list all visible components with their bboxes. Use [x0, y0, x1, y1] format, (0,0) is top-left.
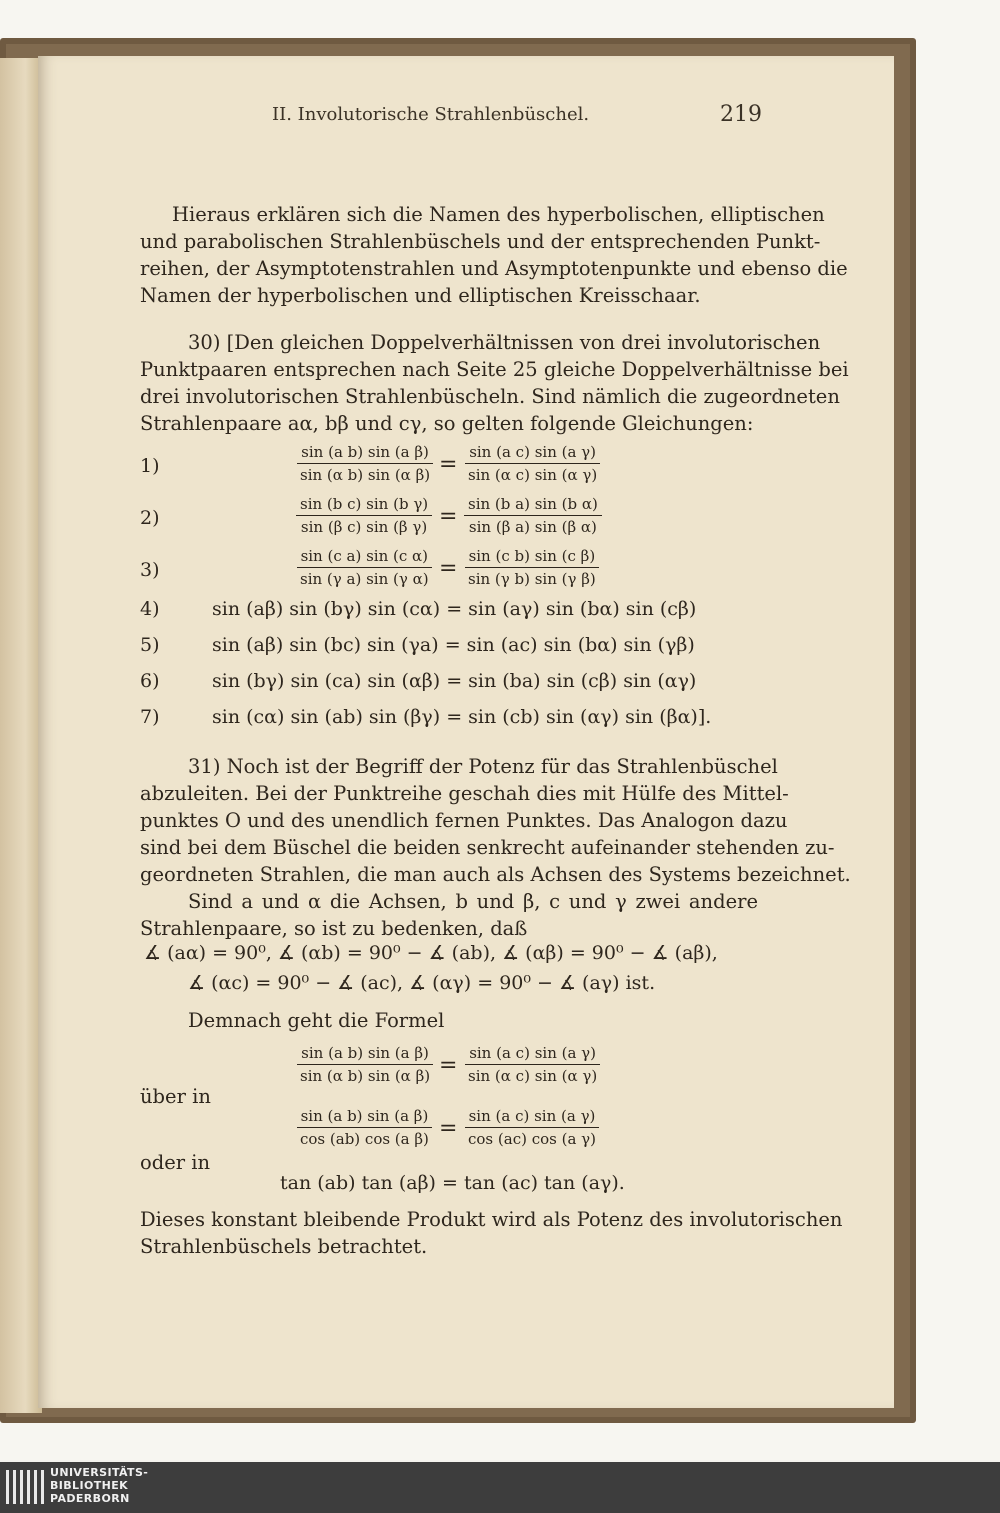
- text-line: Strahlenpaare, so ist zu bedenken, daß: [140, 917, 528, 940]
- denominator: cos (ac) cos (a γ): [468, 1130, 596, 1148]
- denominator: sin (β c) sin (β γ): [300, 518, 428, 536]
- text-line: 30) [Den gleichen Doppelverhältnissen von drei involutorischen: [188, 331, 821, 354]
- angle-equation: ∡ (αc) = 90⁰ − ∡ (ac), ∡ (αγ) = 90⁰ − ∡ (aγ) ist.: [188, 972, 656, 994]
- numerator: sin (b c) sin (b γ): [296, 493, 432, 516]
- text-line: punktes O und des unendlich fernen Punktes. Das Analogon dazu: [140, 809, 788, 832]
- equals-sign: =: [439, 1053, 458, 1078]
- library-footer-bar: [0, 1462, 1000, 1513]
- fraction-right: [464, 441, 601, 486]
- page-number: 219: [720, 102, 762, 127]
- equation-label: 5): [140, 634, 160, 656]
- text-line: Hieraus erklären sich die Namen des hyperbolischen, elliptischen: [172, 203, 825, 226]
- fraction-left: [296, 1042, 434, 1087]
- numerator: sin (c b) sin (c β): [465, 545, 600, 568]
- equals-sign: =: [439, 504, 458, 529]
- fraction-left: [296, 493, 432, 538]
- fraction-right: [464, 1042, 601, 1087]
- denominator: cos (ab) cos (a β): [300, 1130, 429, 1148]
- text-line: abzuleiten. Bei der Punktreihe geschah dies mit Hülfe des Mittel-: [140, 782, 789, 805]
- library-logo-icon: [6, 1468, 46, 1508]
- equation-label: 7): [140, 706, 160, 728]
- text-line: Namen der hyperbolischen und elliptischen Kreisschaar.: [140, 284, 701, 307]
- text-line: Strahlenpaare aα, bβ und cγ, so gelten folgende Gleichungen:: [140, 412, 754, 435]
- fraction-left: [296, 545, 433, 590]
- text-line: drei involutorischen Strahlenbüscheln. Sind nämlich die zugeordneten: [140, 385, 840, 408]
- fraction-right: [464, 1105, 600, 1150]
- text-line: Punktpaaren entsprechen nach Seite 25 gleiche Doppelverhältnisse bei: [140, 358, 849, 381]
- equals-sign: =: [439, 1116, 458, 1141]
- equals-sign: =: [439, 556, 458, 581]
- equation-label: 2): [140, 507, 160, 529]
- numerator: sin (a b) sin (a β): [297, 1105, 433, 1128]
- text-line: sind bei dem Büschel die beiden senkrecht aufeinander stehenden zu-: [140, 836, 835, 859]
- denominator: sin (γ a) sin (γ α): [300, 570, 429, 588]
- equation-label: 6): [140, 670, 160, 692]
- numerator: sin (a c) sin (a γ): [465, 441, 600, 464]
- equation-label: 4): [140, 598, 160, 620]
- numerator: sin (a c) sin (a γ): [465, 1042, 600, 1065]
- denominator: sin (α c) sin (α γ): [468, 1067, 598, 1085]
- text-line: Dieses konstant bleibende Produkt wird als Potenz des involutorischen: [140, 1208, 843, 1231]
- equation-text: sin (aβ) sin (bγ) sin (cα) = sin (aγ) sin (bα) sin (cβ): [212, 598, 697, 620]
- numerator: sin (b a) sin (b α): [464, 493, 602, 516]
- denominator: sin (α b) sin (α β): [300, 1067, 431, 1085]
- denominator: sin (α b) sin (α β): [300, 466, 431, 484]
- library-name-line2: BIBLIOTHEK: [50, 1479, 129, 1492]
- library-name-line1: UNIVERSITÄTS-: [50, 1466, 149, 1479]
- tan-equation: tan (ab) tan (aβ) = tan (ac) tan (aγ).: [280, 1172, 625, 1194]
- fraction-right: [464, 493, 602, 538]
- equals-sign: =: [439, 452, 458, 477]
- library-name-line3: PADERBORN: [50, 1492, 130, 1505]
- text-line: über in: [140, 1085, 211, 1108]
- facing-page-edge: [0, 58, 42, 1413]
- text-line: geordneten Strahlen, die man auch als Achsen des Systems bezeichnet.: [140, 863, 851, 886]
- running-header: II. Involutorische Strahlenbüschel.: [272, 104, 590, 125]
- text-line: 31) Noch ist der Begriff der Potenz für das Strahlenbüschel: [188, 755, 778, 778]
- equation-text: sin (cα) sin (ab) sin (βγ) = sin (cb) sin (αγ) sin (βα)].: [212, 706, 712, 728]
- library-logo: [6, 1468, 46, 1512]
- equation-label: 1): [140, 455, 160, 477]
- equation-text: sin (bγ) sin (ca) sin (αβ) = sin (ba) sin (cβ) sin (αγ): [212, 670, 697, 692]
- text-line: reihen, der Asymptotenstrahlen und Asymptotenpunkte und ebenso die: [140, 257, 848, 280]
- equation-text: sin (aβ) sin (bc) sin (γa) = sin (ac) sin (bα) sin (γβ): [212, 634, 695, 656]
- text-line: oder in: [140, 1151, 211, 1174]
- text-line: Demnach geht die Formel: [188, 1009, 445, 1032]
- numerator: sin (a b) sin (a β): [297, 1042, 433, 1065]
- numerator: sin (c a) sin (c α): [297, 545, 432, 568]
- denominator: sin (α c) sin (α γ): [468, 466, 598, 484]
- text-line: Strahlenbüschels betrachtet.: [140, 1235, 428, 1258]
- denominator: sin (γ b) sin (γ β): [468, 570, 596, 588]
- numerator: sin (a c) sin (a γ): [465, 1105, 600, 1128]
- text-line: Sind a und α die Achsen, b und β, c und γ zwei andere: [188, 890, 758, 913]
- numerator: sin (a b) sin (a β): [297, 441, 433, 464]
- equation-label: 3): [140, 559, 160, 581]
- angle-equation: ∡ (aα) = 90⁰, ∡ (αb) = 90⁰ − ∡ (ab), ∡ (αβ) = 90⁰ − ∡ (aβ),: [144, 942, 718, 964]
- denominator: sin (β a) sin (β α): [468, 518, 597, 536]
- fraction-left: [296, 441, 434, 486]
- fraction-left: [296, 1105, 433, 1150]
- fraction-right: [464, 545, 600, 590]
- text-line: und parabolischen Strahlenbüschels und der entsprechenden Punkt-: [140, 230, 821, 253]
